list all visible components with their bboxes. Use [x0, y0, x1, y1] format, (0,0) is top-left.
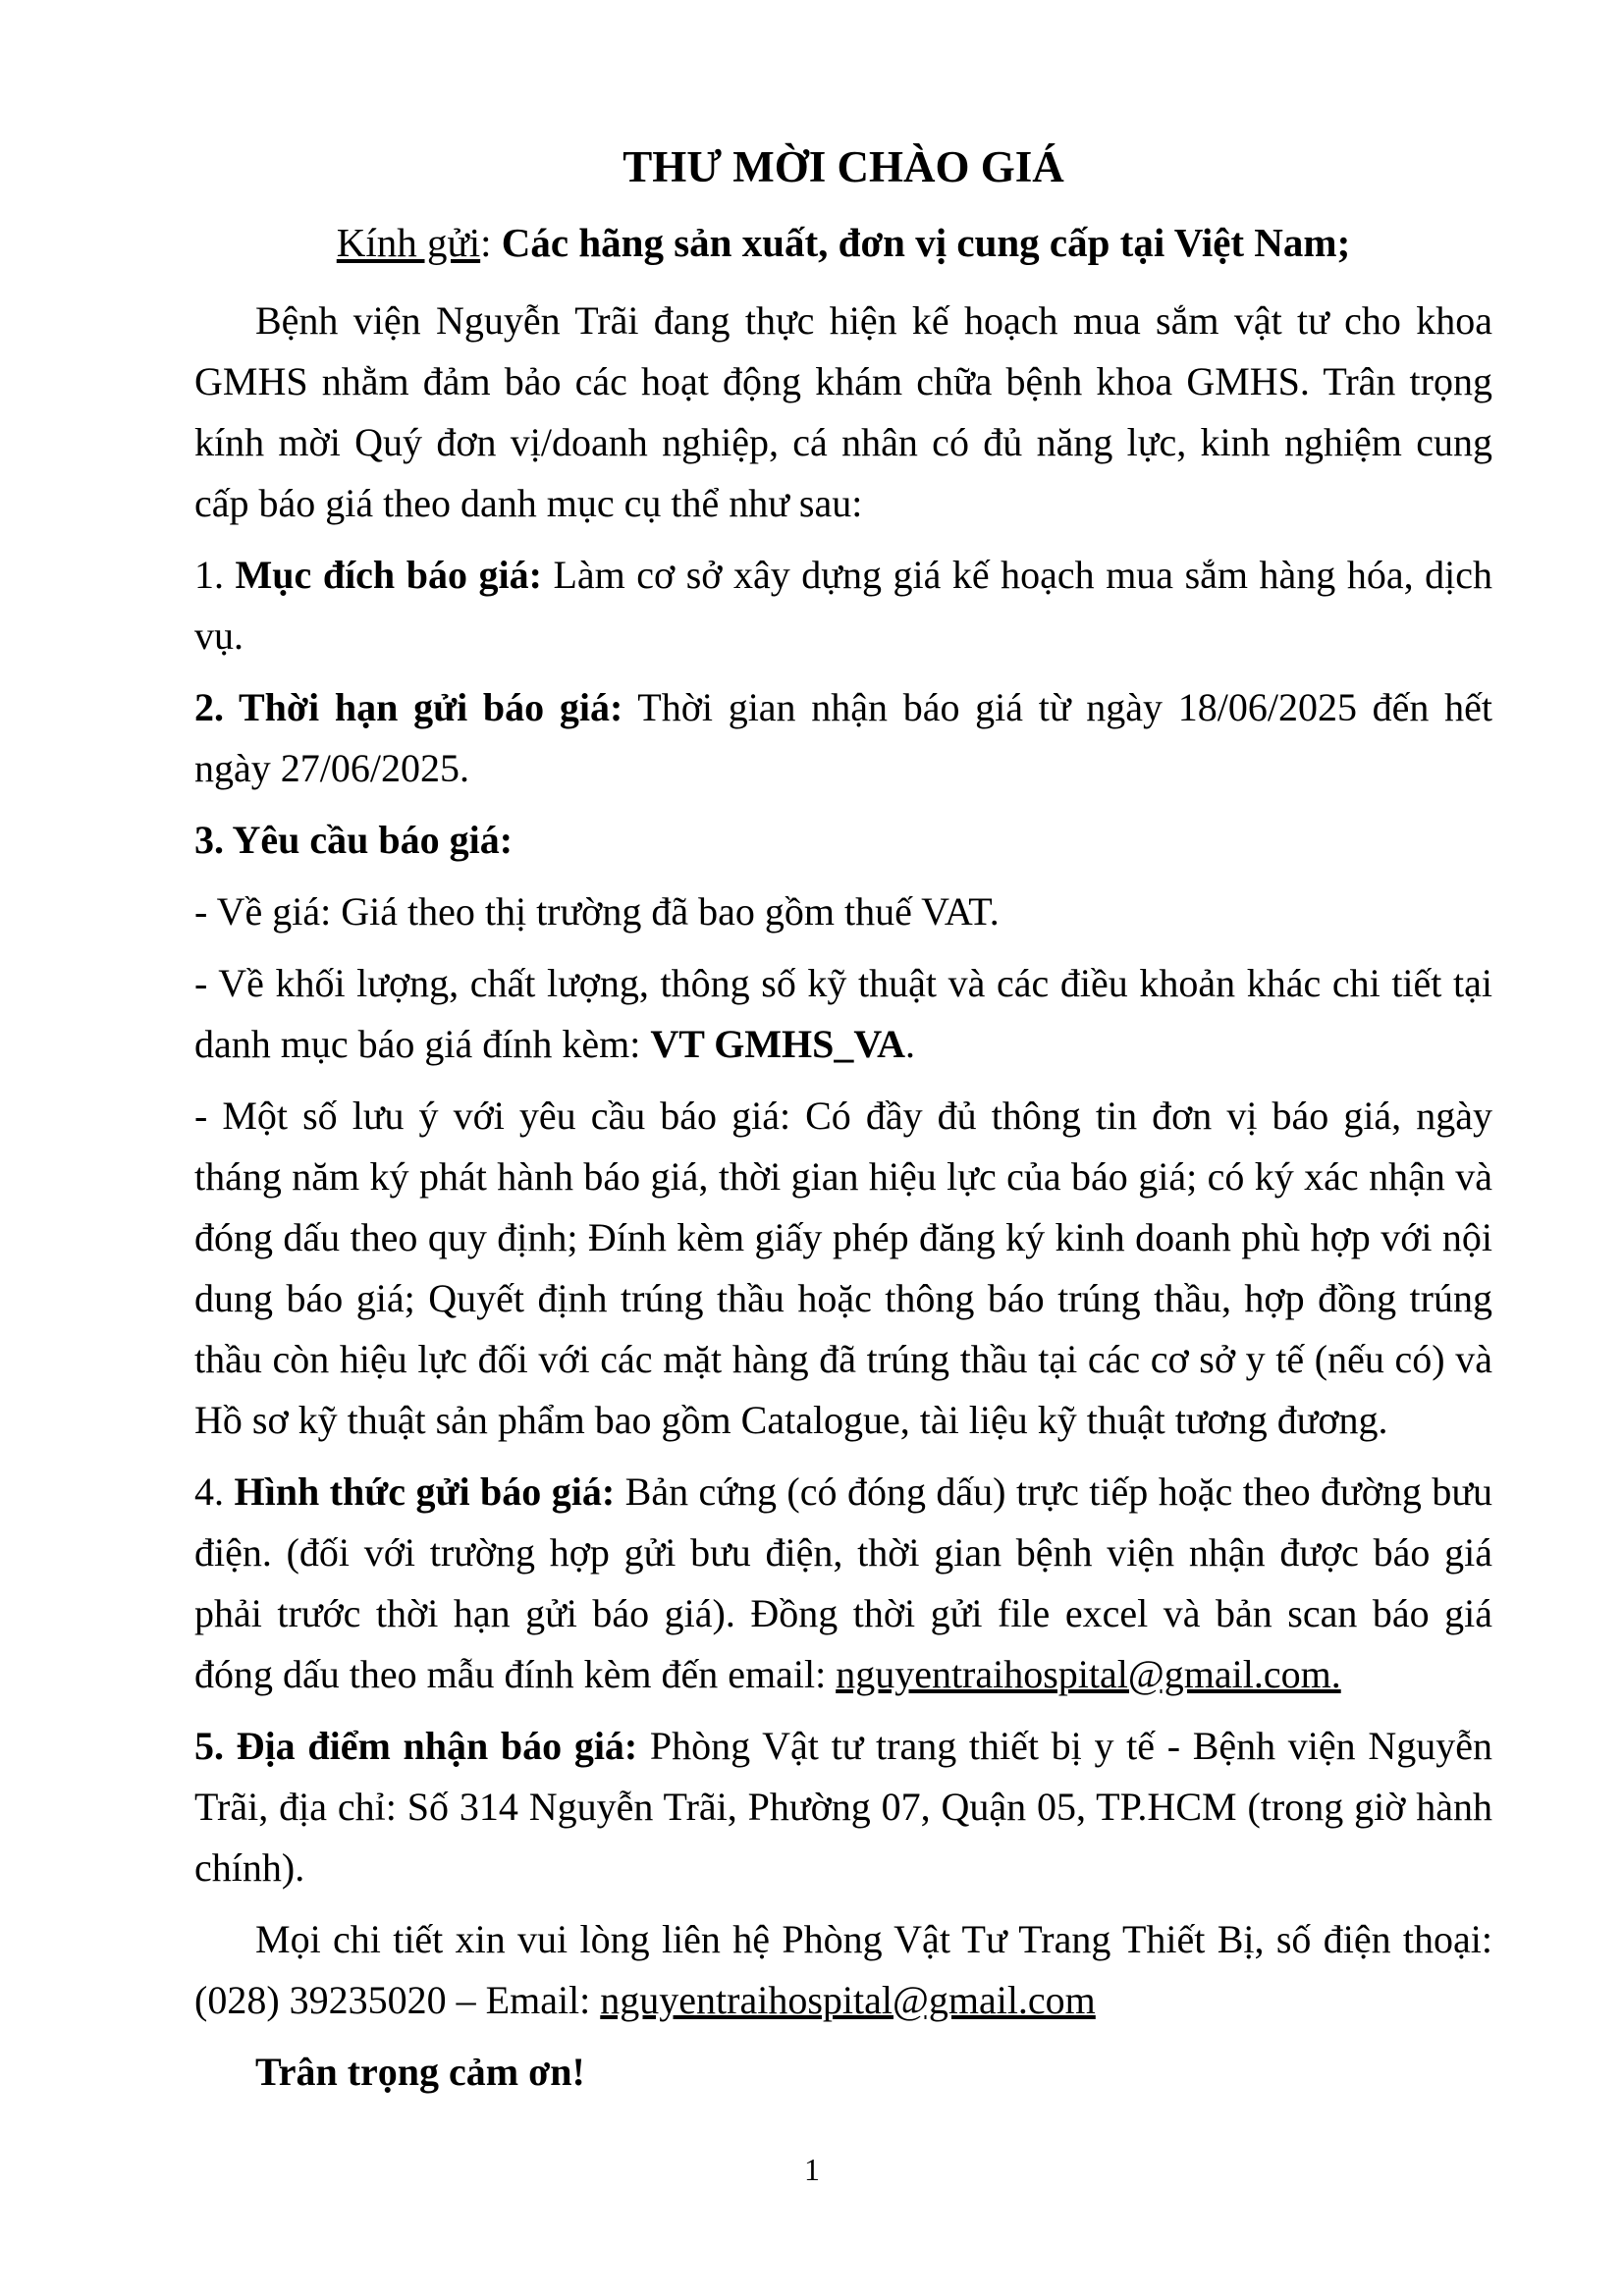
item-5-text: Phòng Vật tư trang thiết bị y tế - Bệnh viện Nguyễn Trãi, địa chỉ: Số 314 Nguyễn Trãi, Phường 07, Quận 05, TP.HCM (trong giờ hành chính). [194, 1724, 1492, 1890]
item-1-text: Làm cơ sở xây dựng giá kế hoạch mua sắm hàng hóa, dịch vụ. [194, 553, 1492, 658]
requirement-price-paragraph: - Về giá: Giá theo thị trường đã bao gồm thuế VAT. [194, 889, 1000, 934]
salutation-recipient: Các hãng sản xuất, đơn vị cung cấp tại Việt Nam; [501, 220, 1351, 265]
email-link-1[interactable]: nguyentraihospital@gmail.com. [836, 1652, 1341, 1696]
contact-paragraph [194, 1909, 1492, 2031]
requirement-quantity-paragraph [194, 953, 1492, 1075]
item-3-label: 3. Yêu cầu báo giá: [194, 818, 514, 862]
document-title: THƯ MỜI CHÀO GIÁ [623, 142, 1064, 191]
salutation-line [194, 212, 1492, 273]
item-4-paragraph [194, 1462, 1492, 1705]
intro-paragraph: Bệnh viện Nguyễn Trãi đang thực hiện kế hoạch mua sắm vật tư cho khoa GMHS nhằm đảm bảo các hoạt động khám chữa bệnh khoa GMHS. Trân trọng kính mời Quý đơn vị/doanh nghiệp, cá nhân có đủ năng lực, kinh nghiệm cung cấp báo giá theo danh mục cụ thể như sau: [194, 298, 1492, 525]
item-5-label: 5. Địa điểm nhận báo giá: [194, 1724, 638, 1768]
item-1-paragraph [194, 545, 1492, 667]
item-4-text: Bản cứng (có đóng dấu) trực tiếp hoặc theo đường bưu điện. (đối với trường hợp gửi bưu điện, thời gian bệnh viện nhận được báo giá phải trước thời hạn gửi báo giá). Đồng thời gửi file excel và bản scan báo giá đóng dấu theo mẫu đính kèm đến email: [194, 1469, 1493, 1696]
item-2-paragraph [194, 677, 1492, 799]
item-3-heading [194, 810, 1492, 871]
email-link-2[interactable]: nguyentraihospital@gmail.com [600, 1978, 1096, 2022]
item-2-text: Thời gian nhận báo giá từ ngày 18/06/2025 đến hết ngày 27/06/2025. [194, 685, 1492, 790]
contact-text: Mọi chi tiết xin vui lòng liên hệ Phòng Vật Tư Trang Thiết Bị, số điện thoại: (028) 39235020 – Email: [194, 1917, 1492, 2022]
item-5-paragraph [194, 1716, 1492, 1898]
requirement-notes-paragraph: - Một số lưu ý với yêu cầu báo giá: Có đầy đủ thông tin đơn vị báo giá, ngày tháng năm ký phát hành báo giá, thời gian hiệu lực của báo giá; có ký xác nhận và đóng dấu theo quy định; Đính kèm giấy phép đăng ký kinh doanh phù hợp với nội dung báo giá; Quyết định trúng thầu hoặc thông báo trúng thầu, hợp đồng trúng thầu còn hiệu lực đối với các mặt hàng đã trúng thầu tại các cơ sở y tế (nếu có) và Hồ sơ kỹ thuật sản phẩm bao gồm Catalogue, tài liệu kỹ thuật tương đương. [194, 1094, 1492, 1442]
attachment-list-name: VT GMHS_VA [650, 1022, 906, 1066]
item-4-label: Hình thức gửi báo giá: [234, 1469, 616, 1514]
requirement-quantity-period: . [905, 1022, 916, 1066]
item-1-number: 1. [194, 553, 236, 597]
closing-line: Trân trọng cảm ơn! [255, 2050, 585, 2094]
salutation-label: Kính gửi [336, 220, 481, 265]
item-4-number: 4. [194, 1469, 235, 1514]
page-number: 1 [804, 2152, 820, 2187]
salutation-colon: : [480, 220, 502, 265]
item-2-label: 2. Thời hạn gửi báo giá: [194, 685, 623, 729]
item-1-label: Mục đích báo giá: [235, 553, 542, 597]
requirement-quantity-text: - Về khối lượng, chất lượng, thông số kỹ thuật và các điều khoản khác chi tiết tại danh mục báo giá đính kèm: [194, 961, 1492, 1066]
